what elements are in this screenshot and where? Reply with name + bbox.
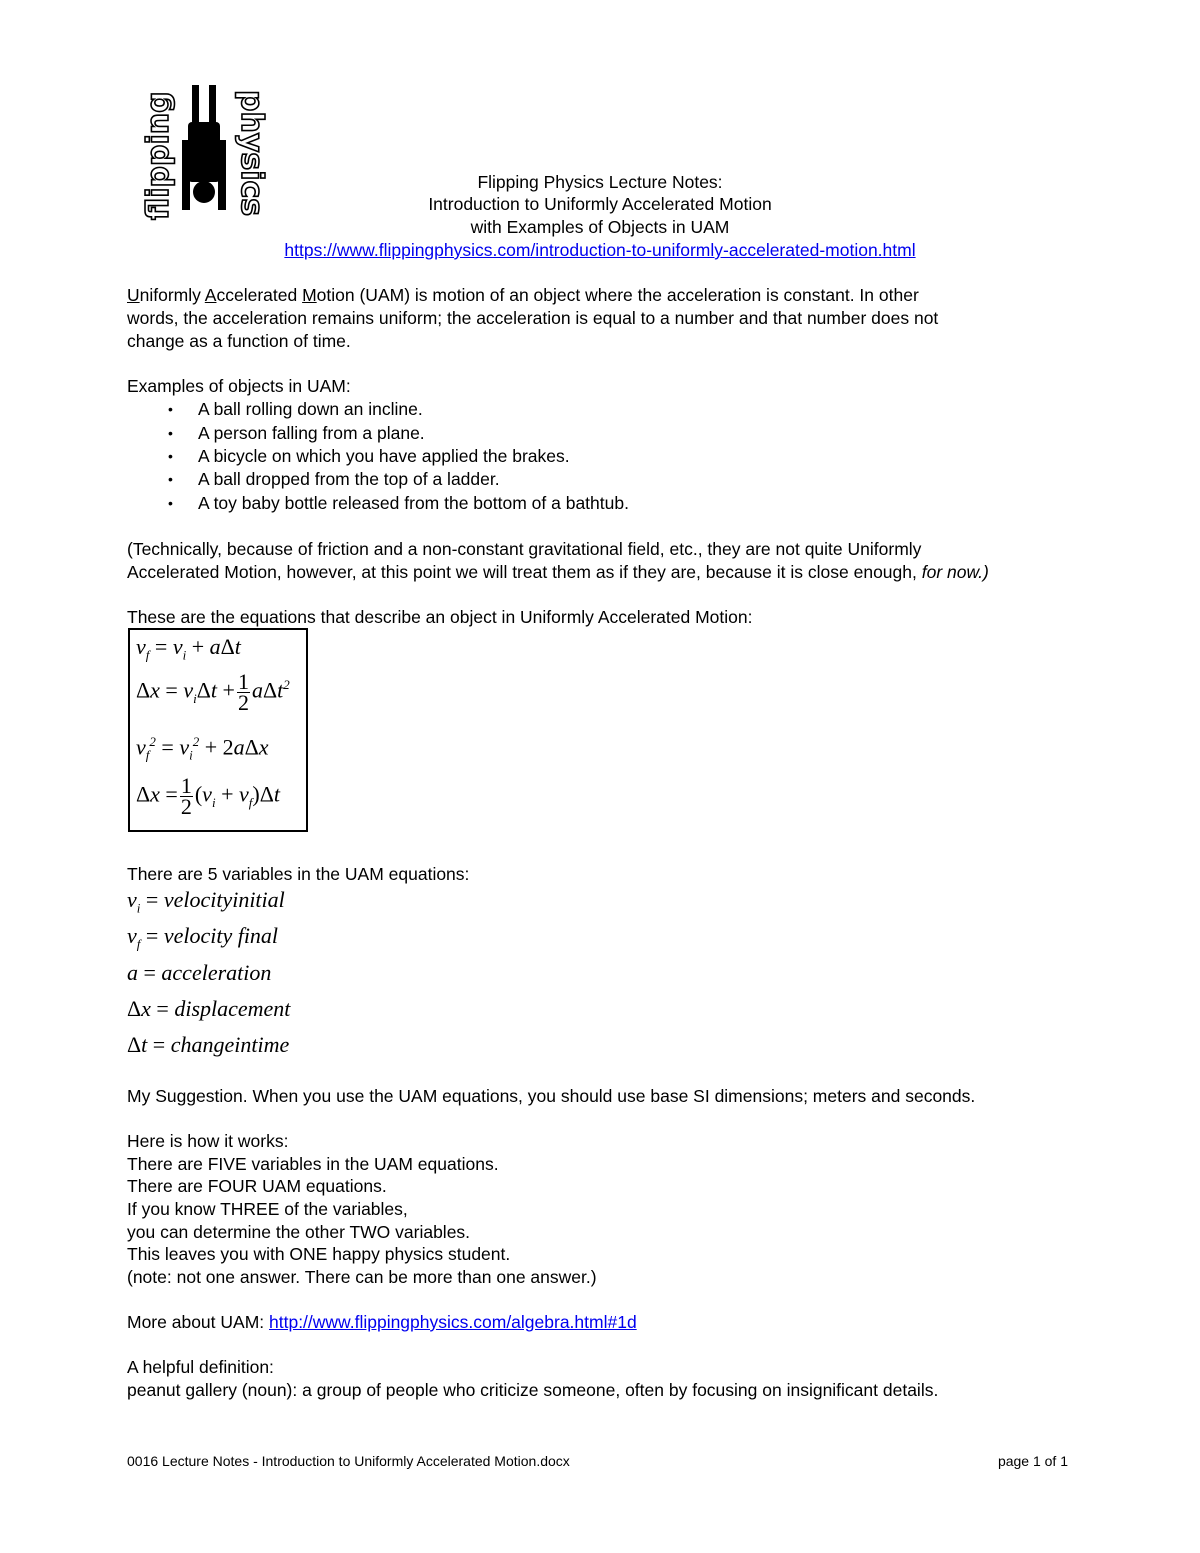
technically-main: Accelerated Motion, however, at this point we will treat them as if they are, because it is close enough, <box>127 562 922 582</box>
how-line: (note: not one answer. There can be more than one answer.) <box>127 1267 597 1287</box>
equation-2: $\Delta x = v_i\Delta t$ + $\frac{1}{2}$ aΔt$^2$ <box>136 669 290 715</box>
footer-page-number: page 1 of 1 <box>997 1453 1068 1469</box>
intro-u3: M <box>302 285 317 305</box>
bullet-icon: • <box>168 471 173 487</box>
examples-heading: Examples of objects in UAM: <box>127 376 351 396</box>
logo-word-right: physics <box>234 90 269 217</box>
var-dt-desc: changeintime <box>170 1032 290 1057</box>
header-line-1: Flipping Physics Lecture Notes: <box>477 172 723 192</box>
intro-line-1 <box>127 284 919 306</box>
intro-w3: otion (UAM) is motion of an object where the acceleration is constant. In other <box>316 285 919 305</box>
variables-intro: There are 5 variables in the UAM equations: <box>127 864 470 884</box>
var-dt: Δt = changeintime <box>127 1032 290 1057</box>
bullet-icon: • <box>168 448 173 464</box>
intro-w2: ccelerated <box>216 285 303 305</box>
how-line: This leaves you with ONE happy physics student. <box>127 1244 511 1264</box>
equations-intro: These are the equations that describe an object in Uniformly Accelerated Motion: <box>127 607 753 627</box>
footer-filename: 0016 Lecture Notes - Introduction to Uniformly Accelerated Motion.docx <box>127 1453 570 1469</box>
logo-word-left: flipping <box>141 91 176 220</box>
definition-heading: A helpful definition: <box>127 1357 274 1377</box>
var-dx-desc: displacement <box>174 996 291 1021</box>
var-vi: $v_i$ = velocityinitial <box>127 887 285 916</box>
how-line: you can determine the other TWO variables. <box>127 1222 471 1242</box>
bullet-icon: • <box>168 401 173 417</box>
var-vf: $v_f$ = velocity final <box>127 923 279 952</box>
technically-italic: for now.) <box>921 562 989 582</box>
equation-1: $v_f = v_i + a\Delta t$ <box>136 634 241 663</box>
list-item: A toy baby bottle released from the bottom of a bathtub. <box>198 493 629 513</box>
var-vi-desc: velocityinitial <box>163 887 285 912</box>
more-link[interactable]: http://www.flippingphysics.com/algebra.html#1d <box>269 1312 637 1332</box>
equation-3: $v_f^2 = v_i^2 + 2a\Delta x$ <box>136 734 269 763</box>
technically-line-1: (Technically, because of friction and a non-constant gravitational field, etc., they are not quite Uniformly <box>127 539 922 559</box>
more-about <box>127 1311 637 1333</box>
var-a: a = acceleration <box>127 960 272 985</box>
list-item: A person falling from a plane. <box>198 423 425 443</box>
how-line: There are FOUR UAM equations. <box>127 1176 387 1196</box>
intro-u2: A <box>204 285 217 305</box>
intro-w1: niformly <box>139 285 205 305</box>
how-line: Here is how it works: <box>127 1131 289 1151</box>
header-line-2: Introduction to Uniformly Accelerated Motion <box>428 194 772 214</box>
how-line: There are FIVE variables in the UAM equations. <box>127 1154 499 1174</box>
var-vf-desc: velocity final <box>163 923 279 948</box>
more-label: More about UAM: <box>127 1312 269 1332</box>
var-dx: Δx = displacement <box>127 996 291 1021</box>
list-item: A ball dropped from the top of a ladder. <box>198 469 500 489</box>
definition-text: peanut gallery (noun): a group of people who criticize someone, often by focusing on insignificant details. <box>127 1380 939 1400</box>
header-url-row <box>0 239 1200 262</box>
equation-4: Δx = $\frac{1}{2}$ $(v_i + v_f)\Delta t$ <box>136 773 280 819</box>
var-a-desc: acceleration <box>161 960 272 985</box>
bullet-icon: • <box>168 495 173 511</box>
bullet-icon: • <box>168 425 173 441</box>
intro-u1: U <box>127 285 140 305</box>
technically-line-2 <box>127 561 989 583</box>
list-item: A bicycle on which you have applied the brakes. <box>198 446 570 466</box>
intro-line-2: words, the acceleration remains uniform; the acceleration is equal to a number and that number does not <box>127 308 939 328</box>
how-line: If you know THREE of the variables, <box>127 1199 408 1219</box>
header-line-3: with Examples of Objects in UAM <box>470 217 730 237</box>
header-url-link[interactable]: https://www.flippingphysics.com/introduction-to-uniformly-accelerated-motion.html <box>284 240 916 260</box>
intro-line-3: change as a function of time. <box>127 331 351 351</box>
equations-box <box>128 628 308 832</box>
suggestion: My Suggestion. When you use the UAM equations, you should use base SI dimensions; meters and seconds. <box>127 1086 976 1106</box>
list-item: A ball rolling down an incline. <box>198 399 423 419</box>
